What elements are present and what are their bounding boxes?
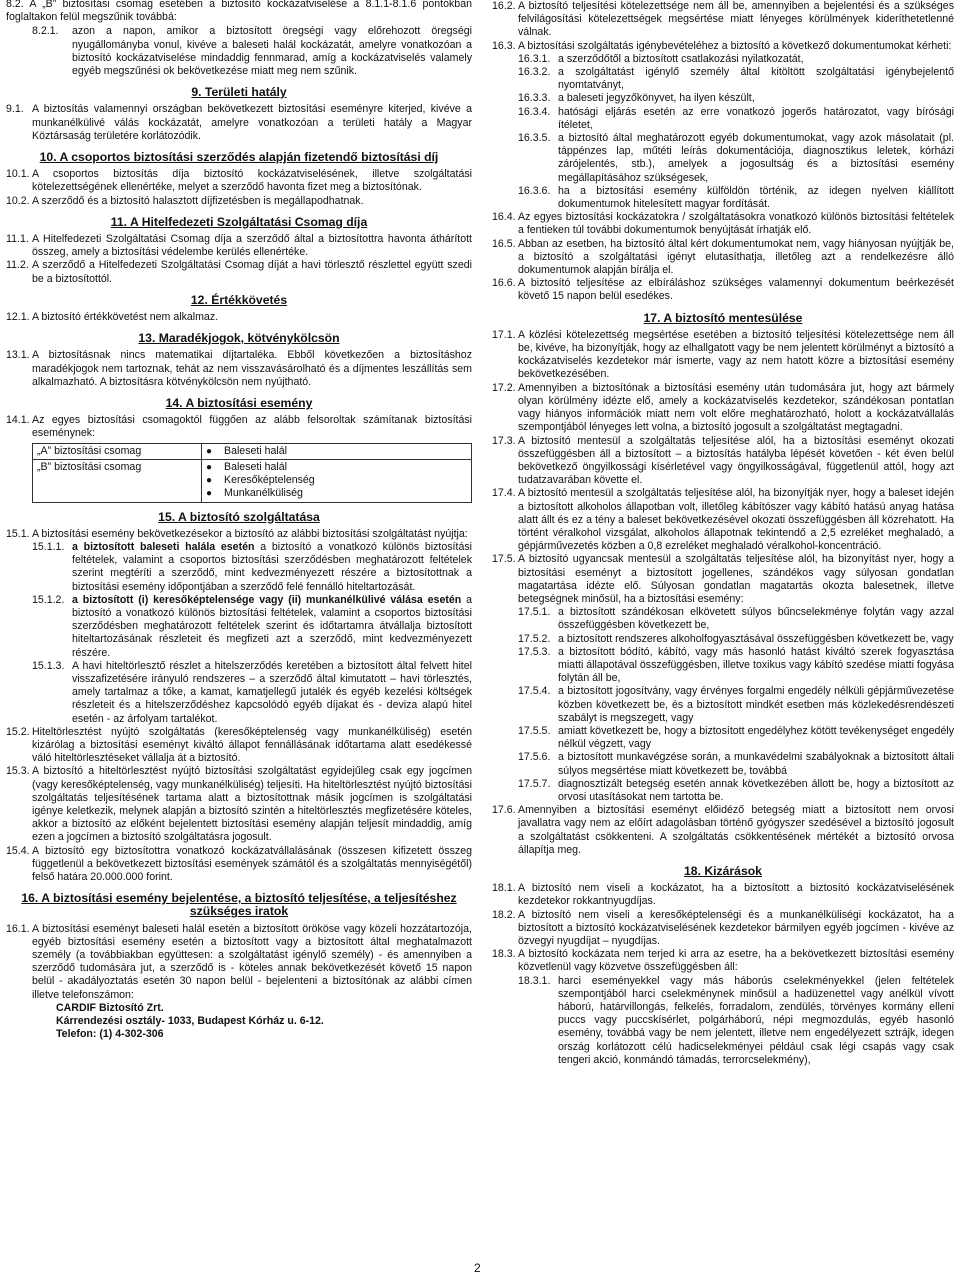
clause-number: 10.1.	[6, 168, 30, 181]
clause-number: 17.5.	[492, 553, 516, 566]
clause-text: A biztosítás valamennyi országban bekövetkezett biztosítási eseményre kiterjed, kivéve a munkanélkülivé válás kockázatát, amelyre vonatkozóan a területi hatály a Magyar Köztársaság területére korlátozódik.	[32, 103, 472, 142]
clause-16-2	[492, 0, 954, 40]
clause-number: 17.1.	[492, 328, 516, 341]
clause-16-6	[492, 277, 954, 303]
clause-text: A biztosító mentesül a szolgáltatás teljesítése alól, ha bizonyítják nyer, hogy a baleset idején a biztosított alkoholos állapotban volt, illetőleg kábítószer vagy kábító hatású anyag hatása alatt állt és ez a tény a baleset bekövetkezésével okozati összefüggésben áll közrehatott. Ha történt véralkohol vizsgálat, alkoholos állapotnak tekintendő a 2,5 ezreléket meghaladó, a gépjárművezetés közben a 0,8 ezreléket meghaladó véralkohol-koncentráció.	[518, 487, 954, 553]
clause-text: Hiteltörlesztést nyújtó szolgáltatás (keresőképtelenség vagy munkanélküliség) esetén kizárólag a biztosítási eseményt kiváltó állapot fennállásának időtartama alatt esedékessé váló hiteltörlesztéseket vállalja át a biztosító.	[32, 725, 472, 765]
clause-number: 16.3.5.	[518, 132, 551, 145]
clause-number: 11.1.	[6, 233, 29, 246]
clause-15-1-3	[32, 660, 472, 726]
clause-text: A biztosításnak nincs matematikai díjtartaléka. Ebből következően a biztosításhoz maradékjogok nem tartoznak, tehát az nem visszavásárolható és a díjmentes leszállítás sem alkalmazható. A biztosításra kötvénykölcsön nem nyújtható.	[32, 349, 472, 388]
clause-number: 17.3.	[492, 434, 516, 447]
clause-text: a biztosított rendszeres alkoholfogyasztásával összefüggésben következett be, vagy	[558, 632, 954, 645]
clause-text: a biztosító a vonatkozó különös biztosítási feltételek, valamint a csoportos biztosítási szerződésben meghatározott feltételek szerint és időtartamra átvállalja biztosított hiteltartozásának részleteit és megfizeti azt a szerződő, mint kedvezményezett részére.	[72, 593, 472, 659]
clause-bold-text: a biztosított baleseti halála esetén	[72, 540, 255, 553]
right-column	[492, 0, 954, 1067]
clause-text: a baleseti jegyzőkönyvet, ha ilyen készült,	[558, 92, 755, 105]
company-name: CARDIF Biztosító Zrt.	[56, 1001, 164, 1014]
clause-10-1	[6, 168, 472, 194]
clause-text: Az egyes biztosítási csomagoktól függően az alább felsoroltak számítanak biztosítási eseménynek:	[32, 414, 472, 440]
clause-number: 16.4.	[492, 211, 516, 224]
clause-14-1	[6, 414, 472, 440]
events-cell	[202, 443, 472, 459]
clause-18-3	[492, 948, 954, 974]
clause-text: a biztosító a vonatkozó különös biztosítási feltételek, valamint a csoportos biztosítási szerződésben meghatározott feltételek szerint megtéríti a szerződő, mint kedvezményezett részére a biztosítottnak a biztosítási esemény időpontjában a szerződő felé fennálló hiteltartozását.	[72, 540, 472, 593]
page-number: 2	[474, 1261, 481, 1275]
clause-text: Amennyiben a biztosítónak a biztosítási esemény után tudomására jut, hogy azt bármely olyan körülmény idézte elő, amely a kockázatviselés kezdetekor, szándékosan pontatlan vagy hiányos információk miatt nem volt előre meghatározható, holott a kockázatvállalás szempontjából lényeges lett volna, a biztosító jogosult a szolgáltatást megtagadni.	[518, 381, 954, 434]
clause-text: A biztosító a hiteltörlesztést nyújtó biztosítási szolgáltatást egyidejűleg csak egy jogcímen (vagy keresőképtelenség, vagy munkanélküliség) teljesíti. Ha hiteltörlesztést nyújtó biztosítási szolgáltatás teljesítésének tartama alatt a biztosítottnak másik jogcímen is szolgáltatási igénye keletkezik, melynek alapján a biztosító szintén a hiteltörlesztés megfizetésére köteles, akkor a biztosító az előként bejelentett biztosítási esemény alapján teljesít mindaddig, amíg ezen a jogcímen a biztosító szolgáltatásra jogosult.	[32, 765, 472, 844]
clause-text: A csoportos biztosítás díja biztosító kockázatviselésének, illetve szolgáltatási kötelezettségének ellenértéke, melyet a szerződő havonta fizet meg a biztosítónak.	[32, 168, 472, 194]
clause-text: azon a napon, amikor a biztosított öregségi vagy előrehozott öregségi nyugállományba vonul, kivéve a baleseti halál kockázatát, amelyre vonatkozóan a biztosító kockázatviselése mindaddig fennmarad, amíg a kockázatviselés valamely egyéb megszűnési ok bekövetkezése miatt meg nem szűnik.	[72, 25, 472, 78]
heading-11: 11. A Hitelfedezeti Szolgáltatási Csomag díja	[110, 214, 368, 229]
clause-text: A biztosító teljesítése az elbíráláshoz szükséges valamennyi dokumentum beérkezését követő 15 napon belül esedékes.	[518, 277, 954, 303]
heading-15: 15. A biztosító szolgáltatása	[158, 509, 320, 524]
clause-number: 14.1.	[6, 414, 30, 427]
clause-text: A biztosító teljesítési kötelezettsége nem áll be, amennyiben a bejelentési és a szükséges felvilágosítási kötelezettségek megsértése miatt lényeges körülmények kideríthetetlenné válnak.	[518, 0, 954, 39]
heading-14: 14. A biztosítási esemény	[165, 396, 313, 411]
clause-number: 16.5.	[492, 237, 516, 250]
clause-number: 18.2.	[492, 908, 516, 921]
clause-number: 16.3.1.	[518, 52, 551, 65]
clause-16-1	[6, 923, 472, 1002]
bullet-icon: ●	[206, 488, 213, 500]
clause-text: A havi hiteltörlesztő részlet a hitelszerződés keretében a biztosított által felvett hitel visszafizetésére irányuló rendszeres – a szerződő által kimutatott – havi törlesztés, amely tartalmaz a tőke, a kamat, kamatjellegű jutalék és egyéb kezelési költségek részleteit és a hitelszerződéshez kapcsolódó egyéb díjakat és - deviza alapú hitel esetén - az árfolyam tartalékot.	[72, 659, 472, 725]
clause-17-5-4	[518, 685, 954, 725]
clause-number: 17.2.	[492, 381, 516, 394]
clause-17-5-7	[518, 778, 954, 804]
clause-16-3-3	[518, 92, 954, 105]
heading-12: 12. Értékkövetés	[190, 292, 288, 307]
clause-12-1	[6, 311, 472, 324]
clause-text: a szolgáltatást igénylő személy által kitöltött szolgáltatási igénybejelentő nyomtatványt,	[558, 66, 954, 92]
insurance-events-table	[32, 443, 472, 503]
clause-number: 11.2.	[6, 259, 29, 272]
clause-text: a biztosított munkavégzése során, a munkavédelmi szabályoknak a biztosított általi súlyos megsértése miatt következett be, továbbá	[558, 751, 954, 777]
clause-number: 17.5.7.	[518, 777, 551, 790]
clause-bold-text: a biztosított (i) keresőképtelensége vagy (ii) munkanélkülivé válása esetén	[72, 593, 462, 606]
clause-17-5	[492, 553, 954, 606]
clause-text: A biztosító nem viseli a keresőképtelenségi és a munkanélküliségi kockázatot, ha a biztosított a biztosító kockázatviselésének kezdetekor bármilyen egyéb jogcímen - kivéve az özvegyi nyugdíjat – nyugdíjas.	[518, 908, 954, 948]
clause-11-2	[6, 259, 472, 285]
heading-9: 9. Területi hatály	[191, 85, 287, 100]
clause-number: 17.5.2.	[518, 632, 551, 645]
clause-15-3	[6, 765, 472, 844]
clause-text: Abban az esetben, ha biztosító által kért dokumentumokat nem, vagy hiányosan nyújtják be, a biztosító a szolgáltatási igényt elutasíthatja, illetőleg azt a rendelkezésre álló dokumentumok alapján bírálja el.	[518, 237, 954, 277]
clause-text: amiatt következett be, hogy a biztosított engedélyhez kötött tevékenységet engedély nélkül végzett, vagy	[558, 724, 954, 751]
clause-number: 15.1.1.	[32, 540, 65, 553]
clause-17-5-2	[518, 633, 954, 646]
clause-number: 17.6.	[492, 804, 516, 817]
clause-text: Amennyiben a biztosítási eseményt előidéző betegség miatt a biztosított nem orvosi javallatra vagy nem az előírt adagolásban történő gyógyszer szedésével a biztosító jogosult a szolgáltatást csökkenteni. A szolgáltatás csökkentésének mértékét a biztosító orvosa állapítja meg.	[518, 804, 954, 856]
clause-number: 17.4.	[492, 487, 516, 500]
clause-text: a biztosított szándékosan elkövetett súlyos bűncselekménye folytán vagy azzal összefüggésben következett be,	[558, 606, 954, 632]
company-phone: Telefon: (1) 4-302-306	[56, 1028, 164, 1041]
clause-text: A biztosító értékkövetést nem alkalmaz.	[32, 311, 219, 324]
left-column	[6, 0, 472, 1041]
clause-number: 16.3.	[492, 39, 516, 52]
clause-15-1-2	[32, 594, 472, 660]
clause-text: a szerződőtől a biztosított csatlakozási nyilatkozatát,	[558, 52, 804, 65]
clause-number: 10.2.	[6, 194, 30, 207]
bullet-icon: ●	[206, 445, 213, 457]
clause-17-3	[492, 435, 954, 488]
clause-text: A közlési kötelezettség megsértése esetében a biztosító teljesítési kötelezettsége nem áll be, kivéve, ha bizonyítják, hogy az elhallgatott vagy be nem jelentett körülményt a biztosító a kockázatviselés kezdetekor már ismerte, vagy az nem hatott közre a biztosítási esemény bekövetkezésében.	[518, 328, 954, 381]
clause-17-6	[492, 804, 954, 857]
clause-number: 17.5.6.	[518, 751, 551, 764]
clause-text: A biztosítási eseményt baleseti halál esetén a biztosított örököse vagy közeli hozzátartozója, egyéb biztosítási esemény esetén a biztosított vagy a biztosított által meghatalmazott személy (a továbbiakban együttesen: a szolgáltatást igénylő személy) - és amennyiben a szerződő tudomására jut, a szerződő is - köteles annak bekövetkezését követő 15 napon belül - akadályoztatás esetén 30 napon belül - bejelenteni a biztosítónak az alábbi címen illetve telefonszámon:	[32, 922, 472, 1001]
clause-text: A biztosító kockázata nem terjed ki arra az esetre, ha a bekövetkezett biztosítási esemény közvetlenül vagy közvetve összefüggésben áll:	[518, 948, 954, 974]
clause-number: 12.1.	[6, 311, 30, 324]
clause-17-1	[492, 329, 954, 382]
clause-15-2	[6, 726, 472, 766]
clause-text: harci eseményekkel vagy más háborús cselekményekkel (jelen feltételek szempontjából harci cselekménynek minősül a hadüzenettel vagy anélkül vívott háború, határvillongás, felkelés, forradalom, zendülés, törvényes kormány elleni puccs vagy puccskísérlet, polgárháború, népi megmozdulás, egyéb hasonló esemény, továbbá vagy be nem jelentett, illetve nem engedélyezett sztrájk, idegen ország korlátozott célú hadicselekményei például csak légi csapás vagy csak tengeri akció, konmándó támadás, terrorcselekmény),	[558, 974, 954, 1066]
clause-number: 17.5.4.	[518, 685, 551, 698]
heading-16: 16. A biztosítási esemény bejelentése, a biztosító teljesítése, a teljesítéshez szükséges iratok	[21, 891, 457, 919]
clause-16-3	[492, 40, 954, 53]
clause-17-5-5	[518, 725, 954, 751]
clause-text: a biztosító által meghatározott egyéb dokumentumokat, vagy azok másolatait (pl. táppénzes lap, műtéti leírás dokumentációja, diagnosztikus leletek, kórházi zárójelentés, stb.), amelyek a jogosultság és a biztosítási esemény megállapításához szükségesek,	[558, 132, 954, 184]
clause-number: 16.3.3.	[518, 92, 551, 105]
clause-number: 16.3.2.	[518, 66, 551, 79]
clause-text: A szerződő és a biztosító halasztott díjfizetésben is megállapodhatnak.	[32, 194, 364, 207]
clause-number: 13.1.	[6, 349, 30, 362]
clause-16-5	[492, 238, 954, 278]
event-item: Baleseti halál	[224, 460, 288, 473]
clause-text: A biztosító nem viseli a kockázatot, ha a biztosított a biztosító kockázatviselésének kezdetekor rokkantnyugdíjas.	[518, 882, 954, 908]
clause-13-1	[6, 349, 472, 389]
clause-17-4	[492, 487, 954, 553]
clause-16-3-6	[518, 185, 954, 211]
clause-text: A biztosító mentesül a szolgáltatás teljesítése alól, ha a biztosítási eseményt okozati összefüggésben áll a biztosított – a biztosítás hatályba lépését követően - két éven belül bekövetkező öngyilkossági kísérletével vagy öngyilkosságával, függetlenül attól, hogy azt tudatzavarában követte el.	[518, 434, 954, 487]
clause-number: 16.6.	[492, 277, 516, 290]
clause-17-2	[492, 382, 954, 435]
clause-text: A biztosító egy biztosítottra vonatkozó kockázatvállalásának (összesen kifizetett összeg függetlenül a bekövetkezett biztosítási események számától és a szolgáltatás mennyiségétől) felső határa 20.000.000 forint.	[32, 844, 472, 883]
clause-number: 15.2.	[6, 725, 30, 738]
clause-8-2-1	[32, 25, 472, 78]
clause-number: 18.3.	[492, 948, 516, 961]
clause-15-1	[6, 528, 472, 541]
table-row	[33, 443, 472, 459]
heading-10: 10. A csoportos biztosítási szerződés alapján fizetendő biztosítási díj	[39, 150, 439, 165]
clause-number: 17.5.1.	[518, 606, 551, 619]
clause-text: A Hitelfedezeti Szolgáltatási Csomag díja a szerződő által a biztosítottra havonta áthárított összeg, amely a biztosítási védelembe kerülés ellenértéke.	[32, 233, 472, 259]
table-row	[33, 459, 472, 502]
clause-9-1	[6, 103, 472, 143]
clause-11-1	[6, 233, 472, 259]
clause-text: A biztosítási szolgáltatás igénybevételéhez a biztosító a következő dokumentumokat kérheti:	[518, 39, 952, 52]
clause-number: 18.1.	[492, 882, 516, 895]
heading-13: 13. Maradékjogok, kötvénykölcsön	[138, 331, 340, 346]
bullet-icon: ●	[206, 475, 213, 487]
event-item: Munkanélküliség	[224, 487, 303, 500]
clause-16-3-1	[518, 53, 954, 66]
clause-number: 15.3.	[6, 765, 30, 778]
clause-18-3-1	[518, 975, 954, 1067]
clause-16-3-2	[518, 66, 954, 92]
clause-number: 17.5.3.	[518, 645, 551, 658]
clause-number: 17.5.5.	[518, 724, 551, 737]
clause-15-4	[6, 845, 472, 885]
clause-text: A biztosítási esemény bekövetkezésekor a biztosító az alábbi biztosítási szolgáltatást nyújtja:	[32, 527, 468, 540]
heading-17: 17. A biztosító mentesülése	[643, 310, 803, 325]
clause-16-3-5	[518, 132, 954, 185]
clause-text: A szerződő a Hitelfedezeti Szolgáltatási Csomag díját a havi törlesztő részlettel együtt szedi be a biztosítottól.	[32, 259, 472, 285]
clause-number: 16.2.	[492, 0, 516, 12]
clause-number: 15.1.	[6, 527, 30, 540]
clause-number: 16.1.	[6, 922, 30, 935]
clause-16-3-4	[518, 106, 954, 132]
clause-text: a biztosított jogosítvány, vagy érvényes forgalmi engedély nélküli gépjárművezetése közben következett be, és a biztosított mindkét esetben más közlekedésrendészeti szabályt is megszegett, vagy	[558, 685, 954, 724]
clause-18-2	[492, 909, 954, 949]
bullet-icon: ●	[206, 461, 213, 473]
clause-18-1	[492, 882, 954, 908]
clause-17-5-1	[518, 606, 954, 632]
clause-text: diagnosztizált betegség esetén annak következében állott be, hogy a biztosított az orvosi utasításokat nem tartotta be.	[558, 777, 954, 803]
heading-18: 18. Kizárások	[684, 864, 762, 878]
clause-17-5-3	[518, 646, 954, 686]
clause-16-4	[492, 211, 954, 237]
package-cell: „A” biztosítási csomag	[33, 443, 202, 459]
events-cell	[202, 459, 472, 502]
clause-number: 15.1.3.	[32, 659, 65, 672]
package-cell: „B” biztosítási csomag	[33, 459, 202, 502]
clause-10-2	[6, 195, 472, 208]
company-address: Kárrendezési osztály- 1033, Budapest Kórház u. 6-12.	[56, 1015, 324, 1028]
clause-17-5-6	[518, 751, 954, 777]
event-item: Keresőképtelenség	[224, 474, 315, 487]
clause-text: Az egyes biztosítási kockázatokra / szolgáltatásokra vonatkozó különös biztosítási feltételek a fentieken túl további dokumentumok benyújtását írhatják elő.	[518, 211, 954, 237]
clause-text: a biztosított bódító, kábító, vagy más hasonló hatást kiváltó szerek fogyasztása miatti állapotával összefüggésben, illetve toxikus vagy kábító szedése miatti fogyása folytán áll be,	[558, 645, 954, 685]
clause-text: A biztosító ugyancsak mentesül a szolgáltatás teljesítése alól, ha bizonyítást nyer, hogy a biztosítási eseményt a biztosított jogellenes, szándékos vagy súlyosan gondatlan magatartása idézte elő. Súlyosan gondatlan magatartás okozta balesetnek, illetve betegségnek minősül, ha a biztosítási esemény:	[518, 553, 954, 605]
intro-8-2: 8.2. A „B” biztosítási csomag esetében a biztosító kockázatviselése a 8.1.1-8.1.6 pontokban foglaltakon felül megszűnik továbbá:	[6, 0, 472, 24]
clause-number: 9.1.	[6, 103, 24, 116]
clause-15-1-1	[32, 541, 472, 594]
clause-number: 15.1.2.	[32, 593, 65, 606]
event-item: Baleseti halál	[224, 444, 288, 457]
clause-number: 16.3.4.	[518, 105, 551, 118]
clause-number: 18.3.1.	[518, 974, 551, 987]
clause-number: 15.4.	[6, 844, 30, 857]
clause-number: 16.3.6.	[518, 184, 551, 197]
clause-text: hatósági eljárás esetén az erre vonatkozó jogerős határozatot, vagy bírósági ítéletet,	[558, 105, 954, 131]
clause-text: ha a biztosítási esemény külföldön történik, az idegen nyelven kiállított dokumentumok hitelesített magyar fordítását.	[558, 184, 954, 211]
clause-number: 8.2.1.	[32, 25, 59, 38]
